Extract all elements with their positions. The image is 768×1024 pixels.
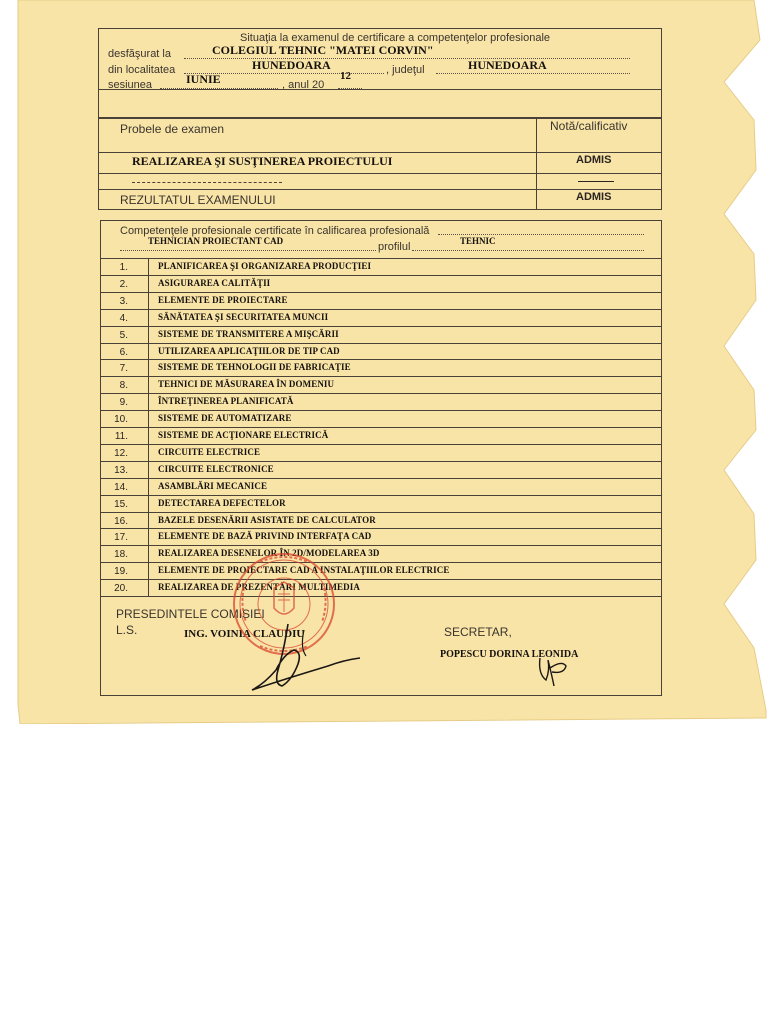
competente-row-line	[100, 376, 662, 377]
competente-col-divider	[148, 258, 149, 596]
competenta-item: SĂNĂTATEA ŞI SECURITATEA MUNCII	[158, 311, 329, 322]
competenta-number: 8.	[119, 380, 128, 392]
competente-row-line	[100, 292, 662, 293]
competenta-item: REALIZAREA DESENELOR ÎN 2D/MODELAREA 3D	[158, 548, 380, 559]
competenta-item: ELEMENTE DE PROIECTARE	[158, 294, 288, 305]
sesiunea-label: sesiunea	[108, 79, 153, 91]
competenta-number: 3.	[119, 295, 128, 307]
competente-row-line	[100, 444, 662, 445]
exam-row-line-3	[98, 189, 662, 190]
competenta-item: UTILIZAREA APLICAŢIILOR DE TIP CAD	[158, 345, 340, 356]
president-signature-icon	[248, 620, 368, 696]
competenta-number: 5.	[119, 329, 128, 341]
competenta-item: ASIGURAREA CALITĂŢII	[158, 277, 271, 288]
competenta-item: ASAMBLĂRI MECANICE	[158, 480, 268, 491]
competenta-number: 10.	[114, 414, 128, 426]
anul-dots	[338, 88, 362, 89]
judet-dots	[436, 73, 630, 74]
competente-row-line	[100, 478, 662, 479]
judet-label: , judeţul	[386, 64, 425, 76]
proba-result: ADMIS	[576, 154, 612, 166]
competente-row-line	[100, 528, 662, 529]
localitate-value: HUNEDOARA	[252, 58, 331, 72]
anul-label: , anul 20	[282, 79, 325, 91]
competente-row-line	[100, 579, 662, 580]
competente-row-line	[100, 359, 662, 360]
competenta-number: 18.	[114, 549, 128, 561]
nota-header: Notă/calificativ	[550, 119, 628, 133]
competente-row-line	[100, 427, 662, 428]
localitate-label: din localitatea	[108, 64, 176, 76]
competenta-number: 9.	[119, 397, 128, 409]
institution-dots	[184, 58, 630, 59]
competenta-number: 14.	[114, 481, 128, 493]
proba-name: REALIZAREA ŞI SUSŢINEREA PROIECTULUI	[132, 154, 393, 168]
competenta-number: 19.	[114, 566, 128, 578]
competenta-item: CIRCUITE ELECTRICE	[158, 446, 261, 457]
competenta-number: 15.	[114, 498, 128, 510]
competenta-item: SISTEME DE TRANSMITERE A MIŞCĂRII	[158, 328, 339, 339]
presedinte-name: ING. VOINIA CLAUDIU	[184, 628, 305, 640]
calificare-dots	[120, 250, 376, 251]
empty-proba-dots	[132, 182, 282, 183]
institution-name: COLEGIUL TEHNIC "MATEI CORVIN"	[212, 43, 434, 57]
ls-label: L.S.	[116, 623, 138, 637]
header-divider	[98, 89, 662, 90]
competenta-item: DETECTAREA DEFECTELOR	[158, 497, 286, 508]
competente-row-line	[100, 275, 662, 276]
rezultat-label: REZULTATUL EXAMENULUI	[120, 193, 276, 207]
probe-header: Probele de examen	[120, 122, 225, 136]
judet-value: HUNEDOARA	[468, 58, 547, 72]
rezultat-value: ADMIS	[576, 191, 612, 203]
competenta-number: 16.	[114, 515, 128, 527]
exam-row-line-2	[98, 173, 662, 174]
competente-row-line	[100, 258, 662, 259]
competenta-number: 11.	[114, 431, 128, 442]
header-title: Situaţia la examenul de certificare a competenţelor profesionale	[240, 32, 551, 44]
exam-row-line-1	[98, 152, 662, 153]
secretary-signature-icon	[532, 650, 576, 690]
competenta-number: 17.	[114, 532, 128, 544]
profil-label: profilul	[378, 241, 411, 253]
competente-dots	[438, 234, 644, 235]
competenta-item: PLANIFICAREA ŞI ORGANIZAREA PRODUCŢIEI	[158, 261, 372, 271]
presedinte-label: PRESEDINTELE COMISIEI	[116, 607, 265, 621]
secretar-name: POPESCU DORINA LEONIDA	[440, 649, 579, 660]
profil-value: TEHNIC	[460, 236, 496, 246]
exam-col-divider	[536, 118, 537, 210]
competente-row-line	[100, 343, 662, 344]
secretar-label: SECRETAR,	[444, 625, 512, 639]
competenta-number: 13.	[114, 464, 128, 476]
competente-row-line	[100, 562, 662, 563]
profil-dots	[412, 250, 644, 251]
anul-value: 12	[340, 70, 351, 82]
competenta-item: BAZELE DESENĂRII ASISTATE DE CALCULATOR	[158, 514, 376, 525]
competenta-number: 2.	[119, 278, 128, 290]
competente-row-line	[100, 393, 662, 394]
competenta-item: ELEMENTE DE PROIECTARE CAD A INSTALAŢIILOR ELECTRICE	[158, 565, 450, 576]
competenta-number: 6.	[119, 346, 128, 358]
competenta-item: CIRCUITE ELECTRONICE	[158, 463, 274, 474]
calificare-value: TEHNICIAN PROIECTANT CAD	[148, 236, 284, 246]
certificate-sheet	[12, 0, 768, 724]
empty-result-dash	[578, 181, 614, 182]
competente-row-line	[100, 495, 662, 496]
competenta-number: 7.	[119, 363, 128, 375]
competente-row-line	[100, 545, 662, 546]
sesiunea-value: IUNIE	[186, 72, 221, 86]
competenta-number: 12.	[114, 447, 128, 459]
competente-row-line	[100, 410, 662, 411]
competenta-item: ÎNTREŢINEREA PLANIFICATĂ	[158, 396, 294, 407]
competente-label: Competenţele profesionale certificate în calificarea profesională	[120, 225, 430, 237]
competenta-number: 1.	[119, 262, 128, 273]
competente-row-line	[100, 512, 662, 513]
competente-row-line	[100, 461, 662, 462]
competente-row-line	[100, 326, 662, 327]
competenta-number: 4.	[119, 312, 128, 324]
competenta-item: SISTEME DE TEHNOLOGII DE FABRICAŢIE	[158, 362, 351, 373]
competenta-item: SISTEME DE ACŢIONARE ELECTRICĂ	[158, 430, 329, 440]
competenta-item: ELEMENTE DE BAZĂ PRIVIND INTERFAŢA CAD	[158, 531, 372, 542]
competenta-item: TEHNICI DE MĂSURAREA ÎN DOMENIU	[158, 379, 335, 390]
competente-row-line	[100, 309, 662, 310]
competente-row-line	[100, 596, 662, 597]
sesiunea-dots	[160, 88, 278, 89]
competenta-item: SISTEME DE AUTOMATIZARE	[158, 413, 292, 424]
competenta-item: REALIZAREA DE PREZENTĂRI MULTIMEDIA	[158, 582, 360, 593]
desfasurat-label: desfăşurat la	[108, 48, 171, 60]
competenta-number: 20.	[114, 583, 128, 595]
